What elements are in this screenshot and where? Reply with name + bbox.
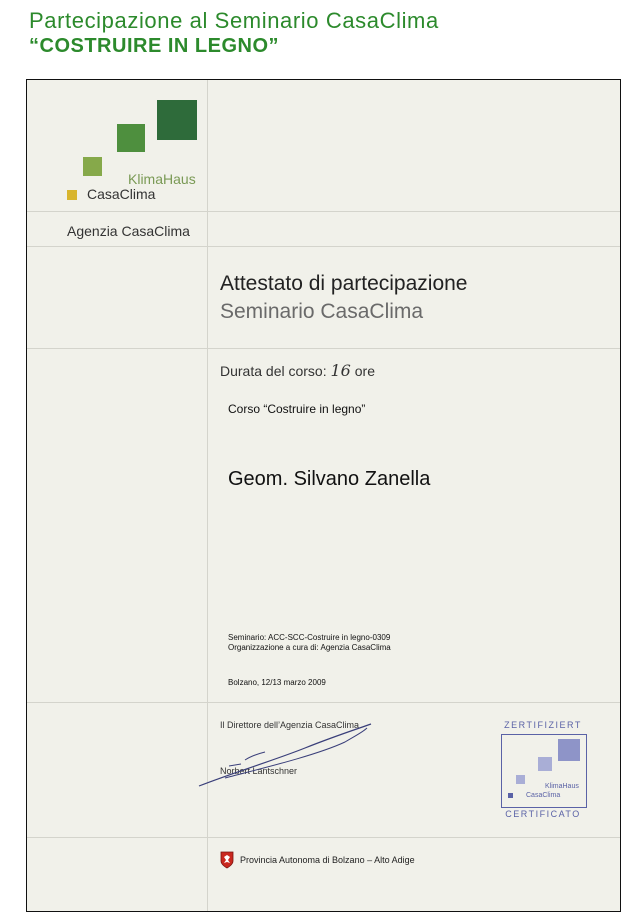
horizontal-rule [27,837,620,838]
seminar-title: “COSTRUIRE IN LEGNO” [29,35,280,57]
duration-value: 16 [330,361,351,380]
organizer: Organizzazione a cura di: Agenzia CasaClima [228,643,391,652]
stamp-square-large [558,739,580,761]
horizontal-rule [27,702,620,703]
agency-name: Agenzia CasaClima [67,223,190,239]
certification-stamp [497,720,589,820]
logo-casaclima-text: CasaClima [87,186,156,202]
certificate [26,79,621,912]
seminar-code: Seminario: ACC-SCC-Costruire in legno-0309 [228,633,391,642]
stamp-casaclima-text: CasaClima [526,792,561,799]
page-title: Partecipazione al Seminario CasaClima [29,8,439,33]
course-duration [220,361,375,380]
stamp-square-small [516,775,525,784]
duration-unit: ore [354,363,375,379]
stamp-square-tiny [508,793,513,798]
certificate-subtitle: Seminario CasaClima [220,300,424,323]
logo-klimahaus-text: KlimaHaus [128,171,196,187]
horizontal-rule [27,211,620,212]
director-name: Norbert Lantschner [220,766,298,776]
course-name: Corso “Costruire in legno” [228,402,366,416]
stamp-bottom-text: CERTIFICATO [505,809,581,819]
handwritten-signature [195,720,375,790]
stamp-klimahaus-text: KlimaHaus [545,783,579,790]
logo-square-dark [157,100,197,140]
coat-of-arms-icon [220,851,234,869]
logo-square-yellow [67,190,77,200]
logo-square-light [83,157,102,176]
stamp-frame [501,734,587,808]
stamp-square-mid [538,757,552,771]
logo-square-mid [117,124,145,152]
horizontal-rule [27,246,620,247]
director-label: Il Direttore dell’Agenzia CasaClima [220,720,360,730]
duration-label: Durata del corso: [220,363,327,379]
province-footer: Provincia Autonoma di Bolzano – Alto Adige [240,855,415,865]
certificate-title: Attestato di partecipazione [220,272,468,295]
place-date: Bolzano, 12/13 marzo 2009 [228,678,326,687]
stamp-top-text: ZERTIFIZIERT [504,720,582,730]
horizontal-rule [27,348,620,349]
participant-name: Geom. Silvano Zanella [228,468,431,490]
